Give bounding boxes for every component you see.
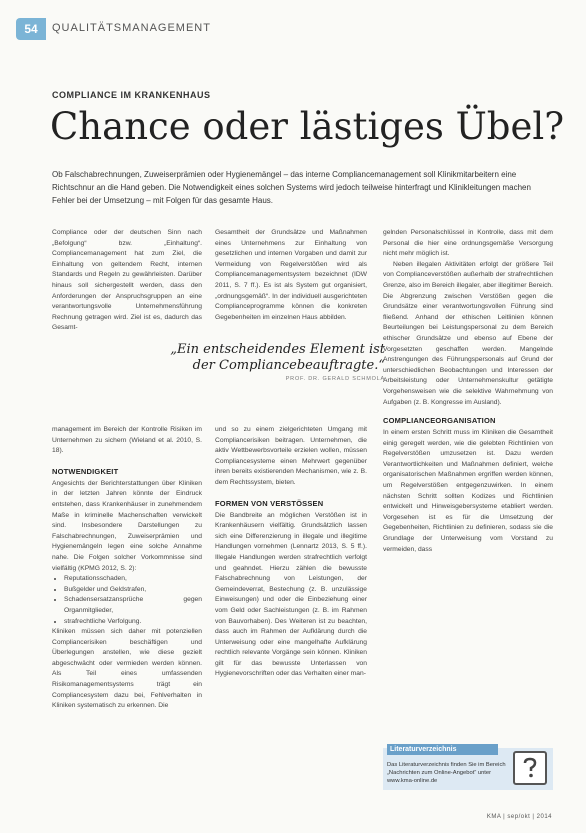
heading-formen: FORMEN VON VERSTÖSSEN: [215, 498, 324, 508]
heading-notwendigkeit: NOTWENDIGKEIT: [52, 466, 119, 476]
page-number: 54: [16, 18, 46, 40]
pull-quote: „Ein entscheidendes Element ist der Compliancebeauftragte.“: [170, 342, 385, 373]
column-2-top: [215, 228, 367, 332]
paragraph: Kliniken müssen sich daher mit potenziellen Compliancerisiken beschäftigen und Überlegungen anstellen, wie diese gezielt abgeschwächt oder vermieden werden können. Als Teil eines umfassenden Risikomanagementsystems trägt ein Compliancesystem dazu bei, Fehlverhalten in Kliniken systematisch zu erkennen. Die: [52, 628, 202, 710]
column-1-top: [52, 228, 202, 332]
article-lead: Ob Falschabrechnungen, Zuweiserprämien oder Hygienemängel – das interne Compliancemanagement soll Klinikmitarbeitern eine Richtschnur an die Hand geben. Die Notwendigkeit eines solchen Systems wird jedoch teilweise hinterfragt und Klinikleitungen machen Fehler bei der Umsetzung – mit Folgen für das gesamte Haus.: [52, 170, 531, 205]
column-1-bottom: [52, 425, 202, 820]
consequences-list: [64, 574, 202, 627]
paragraph: und so zu einem zielgerichteten Umgang mit Compliancerisiken beitragen. Unternehmen, die aktiv Wettbewerbsvorteile erzielen wollen, müssen Compliancesysteme einen Mehrwert gegenüber ihren bereits existierenden Mechanismen, wie z. B. dem Rechtssystem, bieten.: [215, 426, 367, 486]
paragraph: Angesichts der Berichterstattungen über Kliniken in der letzten Jahren könnte der Eindruck entstehen, dass Krankenhäuser in zunehmendem Maße in kriminelle Machenschaften verwickelt sind. Insbesondere Darstellungen zu Falschabrechnungen, Zuweiserprämien und Hygienemängeln legen eine solche Annahme nahe. Die Folgen solcher Vorkommnisse sind vielfältig (KPMG 2012, S. 2):: [52, 479, 202, 572]
literature-box-title: Literaturverzeichnis: [387, 744, 498, 755]
paragraph: In einem ersten Schritt muss im Kliniken die Gesamtheit einig geregelt werden, wie die gelebten Richtlinien von Regelverstößen umzusetzen ist. Dazu werden Verantwortlichkeiten und Maßnahmen definiert, welche organisatorischen Maßnahmen ergriffen werden können, um Regelverstößen entgegenzuwirken. In einem nächsten Schritt sollten Kodizes und Richtlinien entwickelt und Hinweisgebersysteme etabliert werden. Vorgesehen ist es für die Umsetzung der Gegebenheiten, Richtlinien zu definieren, sodass sie die Grundlage der Unterweisung vom Vorstand zu vermeiden, dass: [383, 429, 553, 553]
pull-quote-author: PROF. DR. GERALD SCHMOLA: [285, 376, 385, 382]
paragraph: Neben illegalen Aktivitäten erfolgt der größere Teil von Complianceverstößen außerhalb der strafrechtlichen Grenze, also im Bereich illegaler, aber illegitimer Bereich. Die Abgrenzung zwischen Verstößen gegen die Grundsätze einer verantwortungsvollen Führung sind fließend. Anhand der ethischen Leitlinien können Beurteilungen bei Leistungspersonal zu dem Bereich ethischer Grundsätze und ebenso auf Ebene der Vorgesetzten geschaffen werden. Mangelnde Anstrengungen des Führungspersonals auf Grund der unterschiedlichen Beobachtungen und Interessen der Arbeitsleistung oder Unternehmenskultur getätigte Vorgehensweisen wie die selektive Wahrnehmung von Aufgaben (z. B. Kongresse im Ausland).: [383, 260, 553, 406]
list-item: • Reputationsschaden,: [64, 574, 202, 585]
paragraph: Compliance oder der deutschen Sinn nach „Befolgung“ bzw. „Einhaltung“. Compliancemanagement hat zum Ziel, die Einhaltung von geltendem Recht, internen Standards und Regeln zu gewährleisten. Darüber hinaus soll sichergestellt werden, dass den Anforderungen der Anspruchsgruppen an eine verantwortungsvolle Unternehmensführung Rechnung getragen wird. Ziel ist es, dadurch das Gesamt-: [52, 229, 202, 332]
list-item: • Schadensersatzansprüche gegen Organmitglieder,: [64, 595, 202, 616]
paragraph: gelnden Personalschlüssel in Kontrolle, dass mit dem Personal die hier eine ordnungsgemäße Versorgung nicht mehr möglich ist.: [383, 229, 553, 258]
article-kicker: COMPLIANCE IM KRANKENHAUS: [52, 90, 211, 100]
article-title: Chance oder lästiges Übel?: [50, 105, 565, 148]
paragraph: management im Bereich der Kontrolle Risiken im Unternehmen zu sichern (Wieland et al. 2010, S. 18).: [52, 426, 202, 455]
list-item: • Bußgelder und Geldstrafen,: [64, 585, 202, 596]
column-2-bottom: [215, 425, 367, 820]
column-3: [383, 228, 553, 740]
page-footer: KMA | sep/okt | 2014: [486, 814, 552, 820]
literature-box-text: Das Literaturverzeichnis finden Sie im Bereich „Nachrichten zum Online-Angebot“ unter www.kma-online.de: [387, 762, 506, 784]
paragraph: Die Bandbreite an möglichen Verstößen ist in Krankenhäusern vielfältig. Grundsätzlich lassen sich eine Differenzierung in illegale und illegitime Handlungen vornehmen (Lennartz 2013, S. 5 ff.). Illegale Handlungen werden strafrechtlich verfolgt und geahndet. Hierzu zählen die bewusste Falschabrechnung von Leistungen, der Gemeindeverrat, Bestechung (z. B. unzulässige Einweisungen) und oder die Einbeziehung einer vom Geld oder Sachleistungen (z. B. im Rahmen von Bauvorhaben). Des Weiteren ist zu beachten, dass auch im Rahmen der Aufklärung durch die Unterweisung oder eine mangelhafte Aufklärung rechtlich relevante Vorgänge sein können. Kliniken gilt für das bewusste Unterlassen von Hygienevorschriften oder das Verhalten einer man-: [215, 511, 367, 678]
paragraph: Gesamtheit der Grundsätze und Maßnahmen eines Unternehmens zur Einhaltung von gesetzlichen und internen Vorgaben und damit zur Vermeidung von Regelverstößen wird als Compliancemanagementsystem bezeichnet (IDW 2011, S. 7 ff.). Es ist als System gut organisiert, „ordnungsgemäß“. In der individuell ausgerichteten Complianceprogramme können die konkreten Gegebenheiten im einzelnen Haus abbilden.: [215, 229, 367, 321]
heading-organisation: COMPLIANCEORGANISATION: [383, 416, 496, 426]
question-mark-icon: [513, 751, 547, 785]
list-item: • strafrechtliche Verfolgung.: [64, 617, 202, 628]
literature-box: [383, 748, 553, 790]
section-title: QUALITÄTSMANAGEMENT: [52, 22, 211, 34]
